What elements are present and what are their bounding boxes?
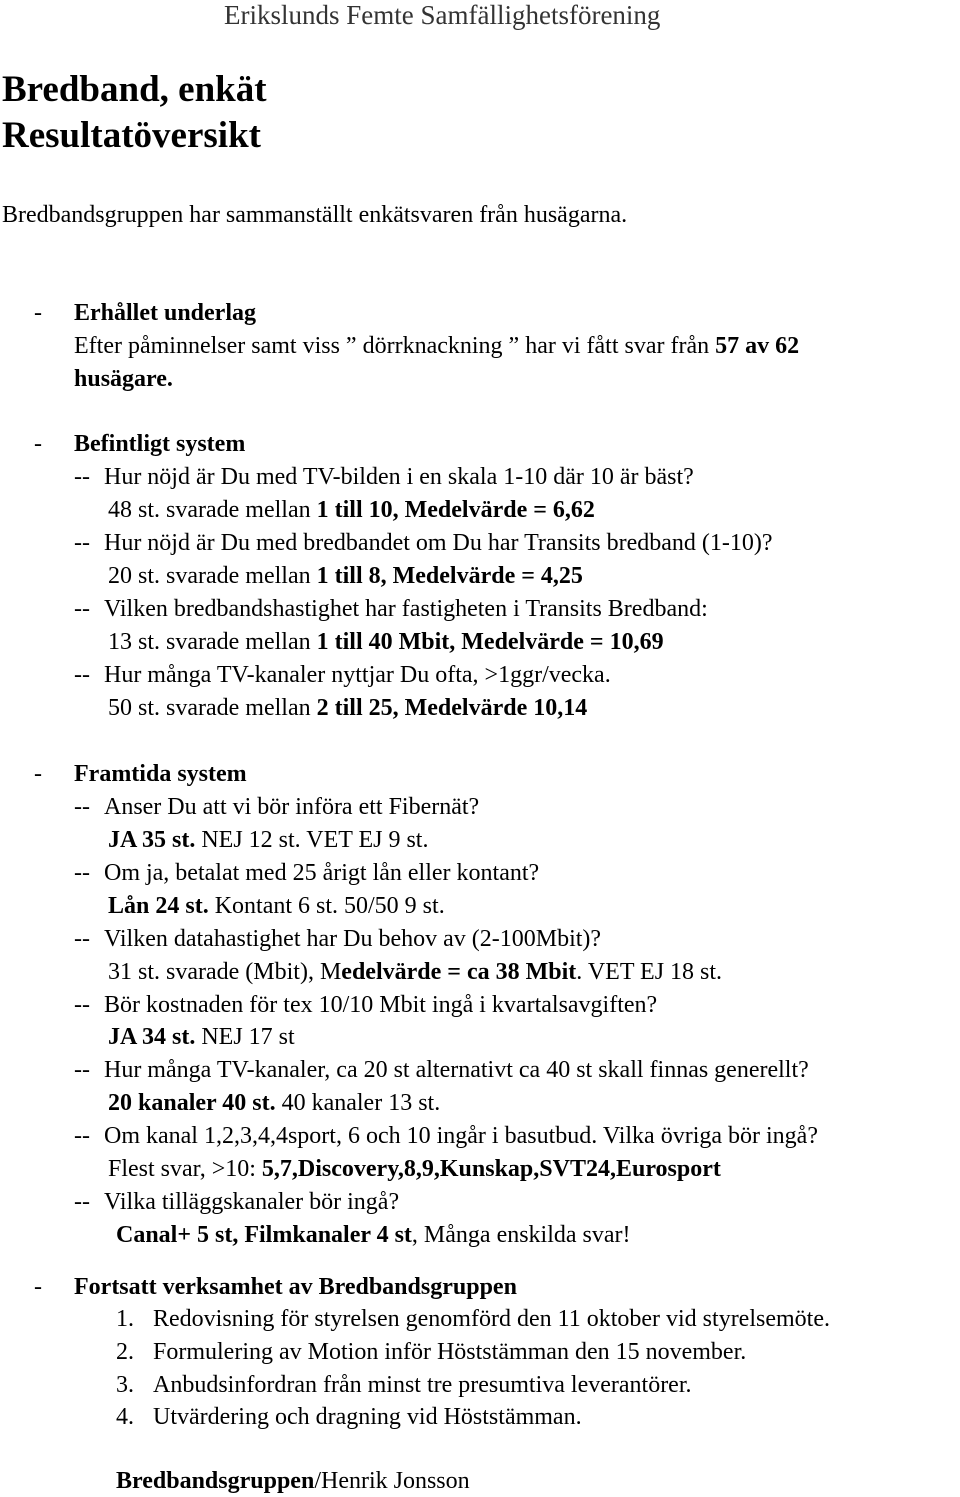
- answer: Lån 24 st. Kontant 6 st. 50/50 9 st.: [108, 893, 445, 919]
- question: -- Hur många TV-kanaler nyttjar Du ofta, >1ggr/vecka.: [74, 662, 611, 688]
- list-item: Anbudsinfordran från minst tre presumtiva leverantörer.: [153, 1372, 692, 1398]
- bullet-dash: -: [34, 431, 42, 457]
- list-item-number: 4.: [116, 1404, 134, 1430]
- answer: JA 34 st. NEJ 17 st: [108, 1024, 295, 1050]
- bullet-dash: -: [34, 1274, 42, 1300]
- bullet-dash: -: [34, 300, 42, 326]
- answer: Flest svar, >10: 5,7,Discovery,8,9,Kunskap,SVT24,Eurosport: [108, 1156, 721, 1182]
- list-item: Utvärdering och dragning vid Höststämman.: [153, 1404, 582, 1430]
- page-title: Bredband, enkät: [2, 69, 267, 110]
- question: -- Hur nöjd är Du med TV-bilden i en skala 1-10 där 10 är bäst?: [74, 464, 694, 490]
- list-item: Redovisning för styrelsen genomförd den 11 oktober vid styrelsemöte.: [153, 1306, 830, 1332]
- bullet-dash: -: [34, 761, 42, 787]
- question: -- Vilken bredbandshastighet har fastigheten i Transits Bredband:: [74, 596, 708, 622]
- question: -- Hur många TV-kanaler, ca 20 st alternativt ca 40 st skall finnas generellt?: [74, 1057, 809, 1083]
- question: -- Hur nöjd är Du med bredbandet om Du har Transits bredband (1-10)?: [74, 530, 773, 556]
- list-item: Formulering av Motion inför Höststämman den 15 november.: [153, 1339, 747, 1365]
- question: -- Om ja, betalat med 25 årigt lån eller kontant?: [74, 860, 540, 886]
- list-item-number: 2.: [116, 1339, 134, 1365]
- answer: 20 st. svarade mellan 1 till 8, Medelvärde = 4,25: [108, 563, 583, 589]
- section-heading-underlag: Erhållet underlag: [74, 300, 257, 326]
- answer: 50 st. svarade mellan 2 till 25, Medelvärde 10,14: [108, 695, 588, 721]
- question: -- Om kanal 1,2,3,4,4sport, 6 och 10 ingår i basutbud. Vilka övriga bör ingå?: [74, 1123, 818, 1149]
- section-text: Efter påminnelser samt viss ” dörrknackning ” har vi fått svar från 57 av 62: [74, 333, 800, 359]
- section-heading-fortsatt: Fortsatt verksamhet av Bredbandsgruppen: [74, 1274, 517, 1300]
- intro-text: Bredbandsgruppen har sammanställt enkätsvaren från husägarna.: [2, 202, 628, 228]
- question: -- Bör kostnaden för tex 10/10 Mbit ingå i kvartalsavgiften?: [74, 992, 658, 1018]
- answer: 20 kanaler 40 st. 40 kanaler 13 st.: [108, 1090, 441, 1116]
- organization-name: Erikslunds Femte Samfällighetsförening: [224, 0, 661, 30]
- signature: Bredbandsgruppen/Henrik Jonsson: [116, 1468, 470, 1494]
- section-heading-framtida: Framtida system: [74, 761, 247, 787]
- question: -- Vilken datahastighet har Du behov av (2-100Mbit)?: [74, 926, 602, 952]
- page-subtitle: Resultatöversikt: [2, 115, 261, 156]
- section-text: husägare.: [74, 366, 173, 392]
- list-item-number: 3.: [116, 1372, 134, 1398]
- question: -- Anser Du att vi bör införa ett Fibernät?: [74, 794, 480, 820]
- answer: 31 st. svarade (Mbit), Medelvärde = ca 38 Mbit. VET EJ 18 st.: [108, 959, 723, 985]
- answer: 13 st. svarade mellan 1 till 40 Mbit, Medelvärde = 10,69: [108, 629, 664, 655]
- question: -- Vilka tilläggskanaler bör ingå?: [74, 1189, 400, 1215]
- answer: Canal+ 5 st, Filmkanaler 4 st, Många enskilda svar!: [116, 1222, 631, 1248]
- answer: 48 st. svarade mellan 1 till 10, Medelvärde = 6,62: [108, 497, 595, 523]
- list-item-number: 1.: [116, 1306, 134, 1332]
- answer: JA 35 st. NEJ 12 st. VET EJ 9 st.: [108, 827, 429, 853]
- section-heading-befintligt: Befintligt system: [74, 431, 246, 457]
